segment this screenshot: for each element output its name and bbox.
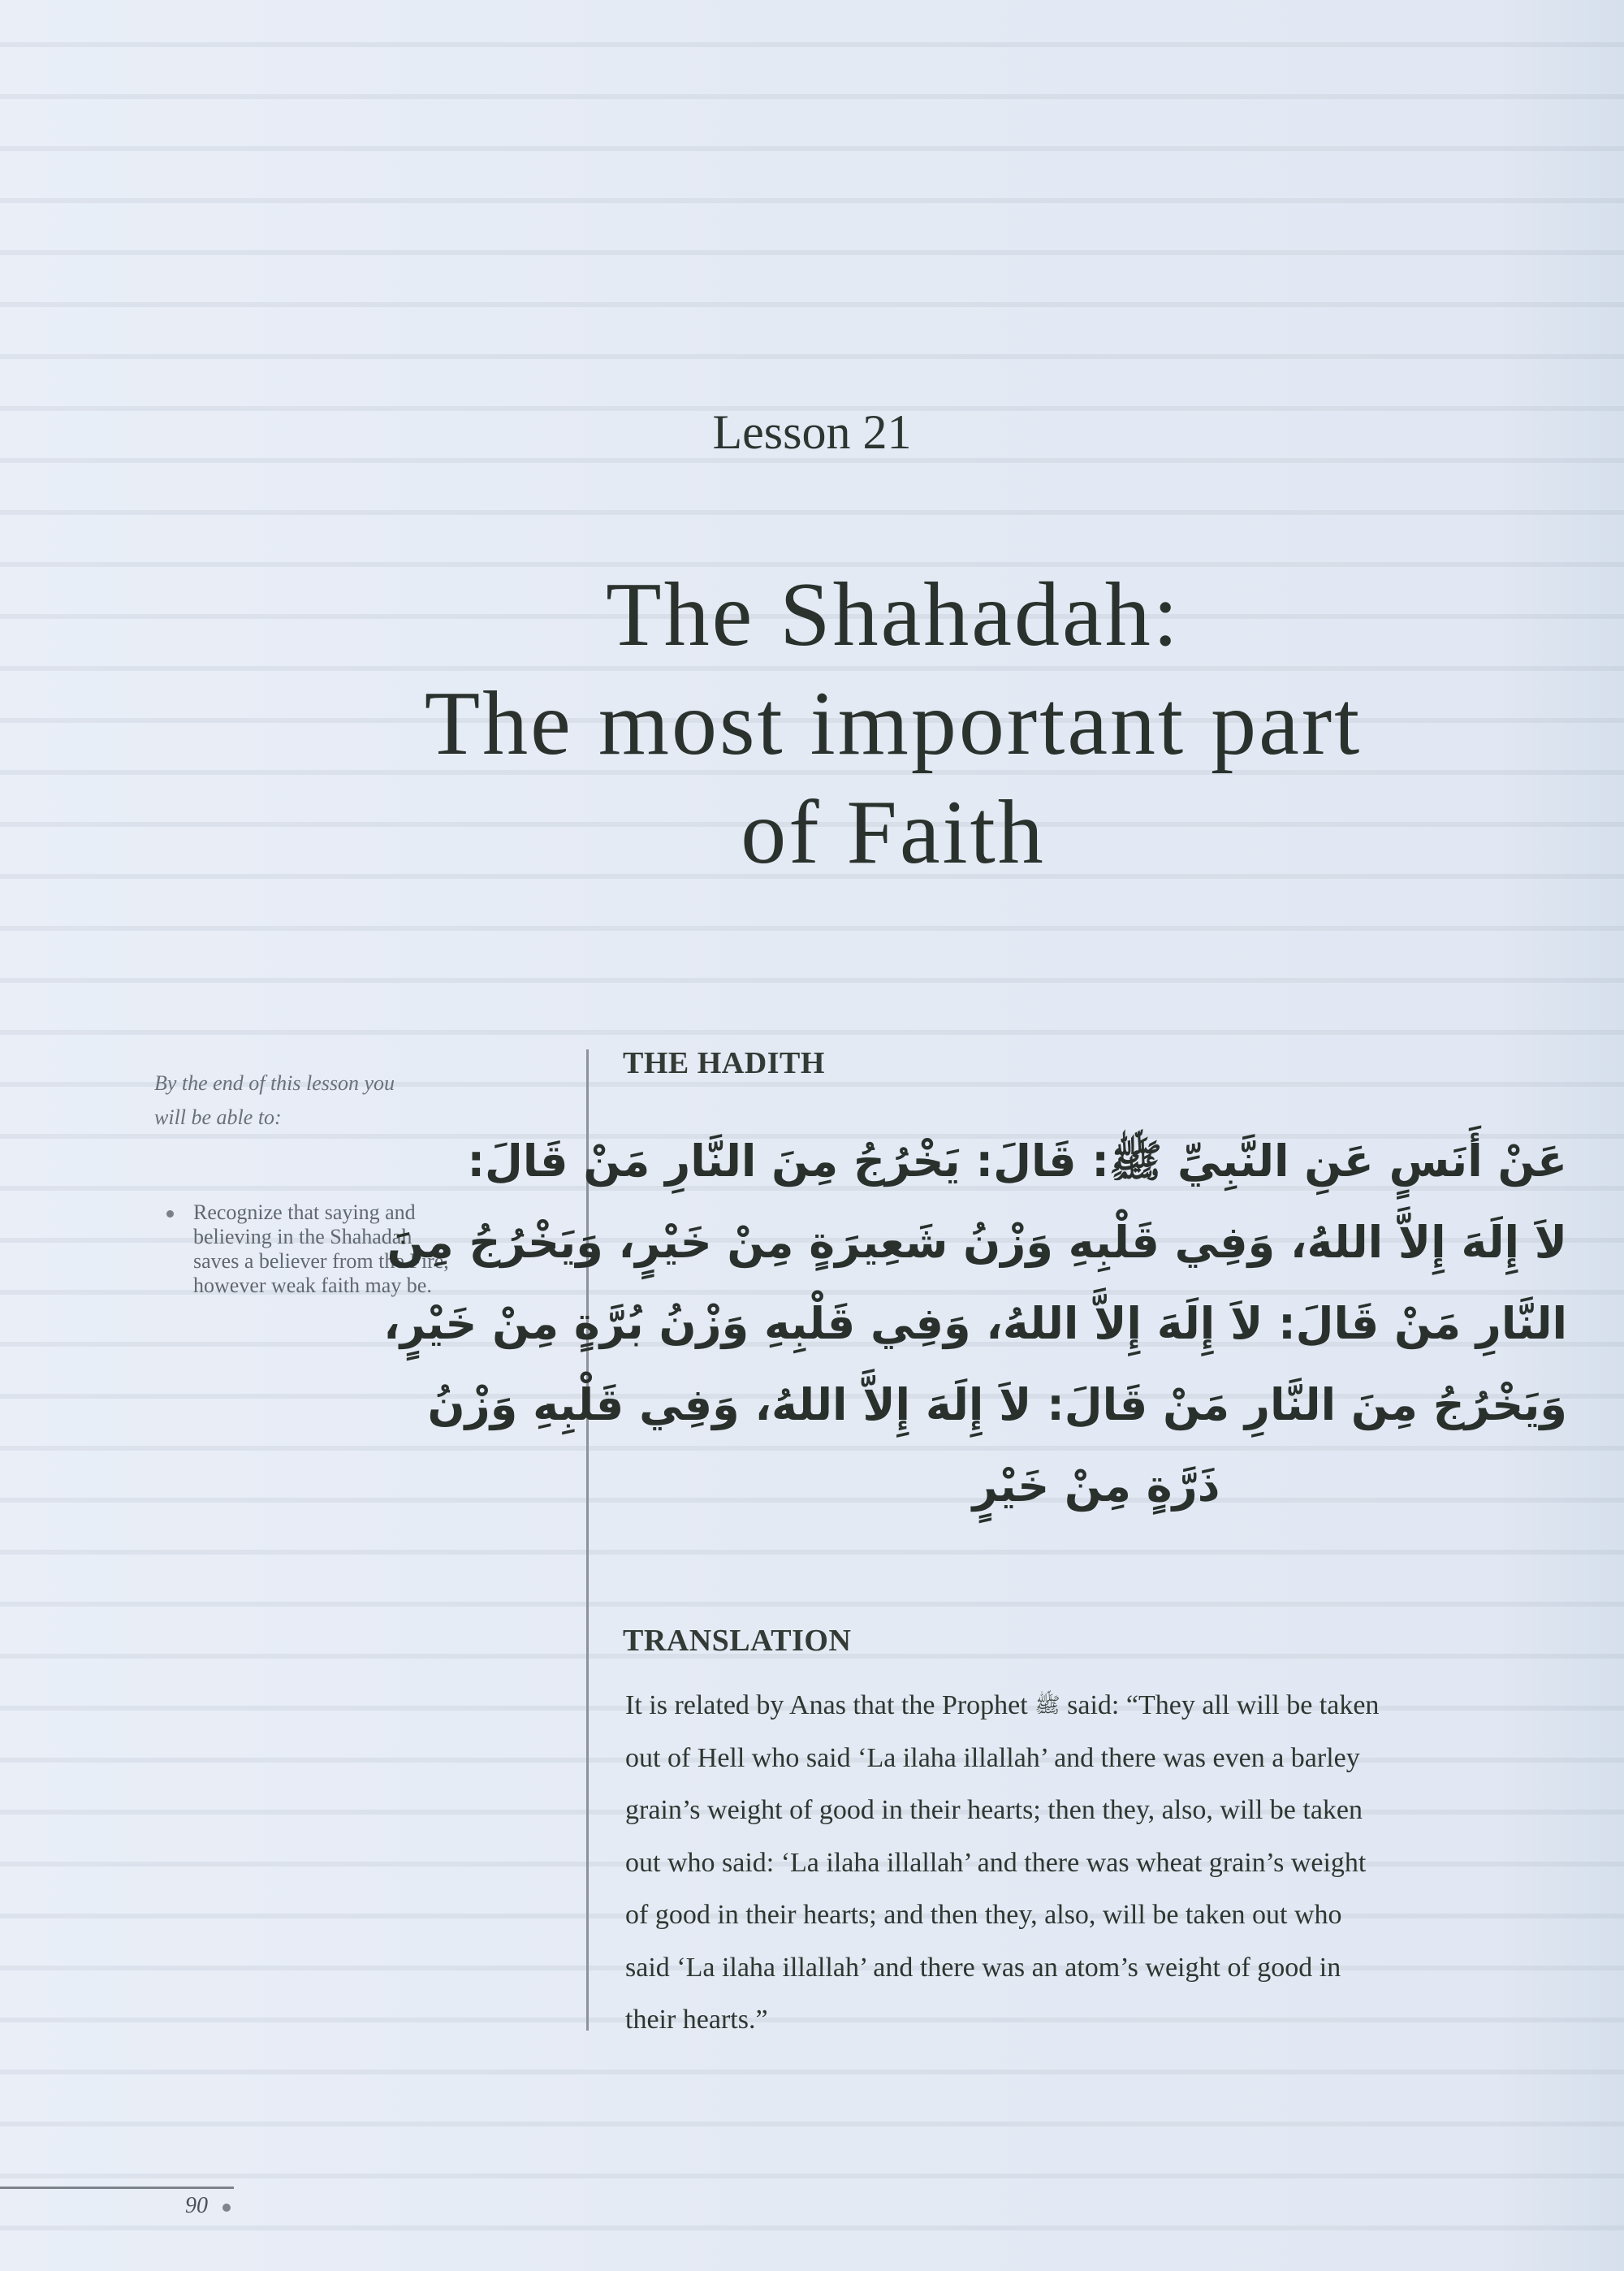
arabic-line: لاَ إِلَهَ إِلاَّ اللهُ، وَفِي قَلْبِهِ وَزْنُ شَعِيرَةٍ مِنْ خَيْرٍ، وَيَخْرُجُ مِنَ	[387, 1217, 1567, 1268]
translation-line-start: It is related by Anas that the Prophet	[625, 1690, 1028, 1720]
hadith-arabic-text	[383, 1121, 1567, 1527]
arabic-line: النَّارِ مَنْ قَالَ: لاَ إِلَهَ إِلاَّ اللهُ، وَفِي قَلْبِهِ وَزْنُ بُرَّةٍ مِنْ خَيْرٍ،	[383, 1298, 1567, 1349]
page-dot-icon	[222, 2204, 231, 2212]
bullet-icon	[166, 1210, 174, 1218]
objectives-intro-line: By the end of this lesson you	[154, 1071, 395, 1095]
translation-line: out who said: ‘La ilaha illallah’ and there was wheat grain’s weight	[625, 1847, 1367, 1878]
hadith-heading: THE HADITH	[623, 1046, 825, 1080]
objectives-intro	[154, 1066, 447, 1135]
title-line: The most important part	[424, 673, 1363, 774]
objective-line: believing in the Shahadah	[193, 1225, 412, 1248]
objective-line: Recognize that saying and	[193, 1200, 416, 1224]
pbuh-calligraphy-icon: ﷺ	[1034, 1694, 1060, 1718]
arabic-line: عَنْ أَنَسٍ عَنِ النَّبِيِّ ﷺ: قَالَ: يَخْرُجُ مِنَ النَّارِ مَنْ قَالَ:	[467, 1136, 1567, 1187]
arabic-line: وَيَخْرُجُ مِنَ النَّارِ مَنْ قَالَ: لاَ إِلَهَ إِلاَّ اللهُ، وَفِي قَلْبِهِ وَزْنُ	[427, 1379, 1567, 1430]
title-line: of Faith	[741, 782, 1046, 883]
translation-line: their hearts.”	[625, 2005, 768, 2035]
translation-line-end: said: “They all will be taken	[1067, 1690, 1380, 1720]
title-line: The Shahadah:	[606, 565, 1181, 665]
footer-rule	[0, 2187, 234, 2189]
translation-line: out of Hell who said ‘La ilaha illallah’ and there was even a barley	[625, 1742, 1360, 1773]
lesson-number: Lesson 21	[712, 405, 912, 459]
objective-line: saves a believer from the Fire,	[193, 1249, 449, 1273]
translation-line: grain’s weight of good in their hearts; then they, also, will be taken	[625, 1795, 1363, 1825]
objective-line: however weak faith may be.	[193, 1274, 432, 1297]
translation-text	[625, 1680, 1616, 2047]
arabic-line: ذَرَّةٍ مِنْ خَيْرٍ	[972, 1460, 1220, 1512]
translation-line: said ‘La ilaha illallah’ and there was an atom’s weight of good in	[625, 1952, 1341, 1983]
translation-line	[625, 1680, 1616, 1732]
translation-heading: TRANSLATION	[623, 1624, 852, 1658]
lesson-title	[203, 560, 1583, 887]
page-number: 90	[185, 2193, 208, 2218]
objectives-intro-line: will be able to:	[154, 1105, 282, 1129]
translation-line: of good in their hearts; and then they, also, will be taken out who	[625, 1900, 1342, 1930]
